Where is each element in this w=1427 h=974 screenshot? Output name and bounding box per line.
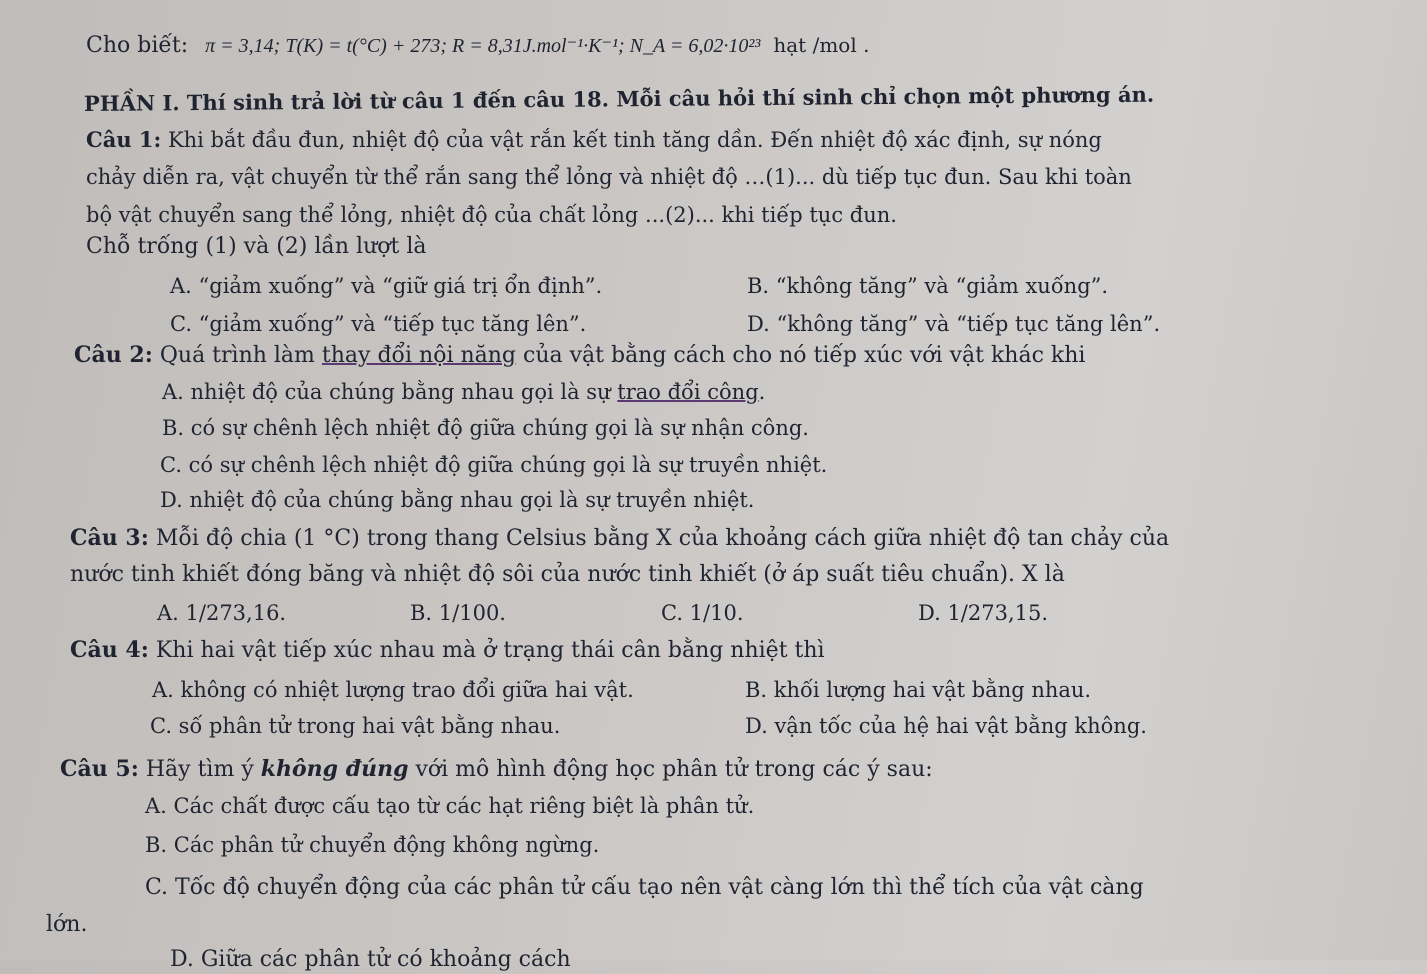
q3-option-c[interactable]: C. 1/10.	[661, 601, 744, 625]
q1-option-c[interactable]: C. “giảm xuống” và “tiếp tục tăng lên”.	[170, 312, 587, 336]
q2-stem-underlined: thay đổi nội năng	[321, 343, 517, 368]
given-unit: hạt /mol .	[773, 33, 870, 57]
given-formula: π = 3,14; T(K) = t(°C) + 273; R = 8,31J.mol⁻¹·K⁻¹; N_A = 6,02·10²³	[205, 35, 761, 57]
q4-option-c[interactable]: C. số phân tử trong hai vật bằng nhau.	[150, 714, 561, 738]
q3-option-b[interactable]: B. 1/100.	[410, 601, 506, 625]
q5-stem-before: Hãy tìm ý	[145, 757, 261, 782]
q5-option-b[interactable]: B. Các phân tử chuyển động không ngừng.	[145, 833, 600, 857]
q3-line-1	[70, 524, 1169, 553]
q5-option-d-partial	[170, 946, 571, 972]
q5-stem	[60, 755, 933, 784]
q3-label: Câu 3:	[70, 525, 149, 551]
q2-a-before: A. nhiệt độ của chúng bằng nhau gọi là sự	[162, 380, 618, 404]
q2-stem-after: của vật bằng cách cho nó tiếp xúc với vật khác khi	[516, 343, 1086, 368]
q3-option-d[interactable]: D. 1/273,15.	[918, 601, 1049, 625]
given-label: Cho biết:	[86, 33, 189, 58]
q4-option-a[interactable]: A. không có nhiệt lượng trao đổi giữa hai vật.	[152, 678, 634, 702]
q2-label: Câu 2:	[74, 342, 153, 368]
part-title: PHẦN I. Thí sinh trả lời từ câu 1 đến câu 18. Mỗi câu hỏi thí sinh chỉ chọn một phương án.	[83, 81, 1155, 116]
q1-option-a[interactable]: A. “giảm xuống” và “giữ giá trị ổn định”.	[170, 274, 603, 298]
q4-option-b[interactable]: B. khối lượng hai vật bằng nhau.	[745, 678, 1092, 702]
q2-a-underlined: trao đổi công	[617, 380, 759, 404]
q1-option-d[interactable]: D. “không tăng” và “tiếp tục tăng lên”.	[747, 312, 1161, 336]
q4-option-d[interactable]: D. vận tốc của hệ hai vật bằng không.	[745, 714, 1147, 738]
q5-stem-after: với mô hình động học phân tử trong các ý sau:	[408, 757, 933, 782]
q4-stem-text: Khi hai vật tiếp xúc nhau mà ở trạng thái cân bằng nhiệt thì	[155, 638, 825, 663]
q1-line-2: chảy diễn ra, vật chuyển từ thể rắn sang thể lỏng và nhiệt độ …(1)... dù tiếp tục đun. Sau khi toàn	[86, 165, 1132, 189]
given-constants	[86, 31, 869, 60]
q5-option-c[interactable]: C. Tốc độ chuyển động của các phân tử cấu tạo nên vật càng lớn thì thể tích của vật càng	[145, 875, 1144, 900]
q2-option-b[interactable]: B. có sự chênh lệch nhiệt độ giữa chúng gọi là sự nhận công.	[162, 416, 809, 440]
q2-stem-before: Quá trình làm	[159, 343, 322, 368]
q2-stem	[74, 341, 1085, 370]
q1-text-1: Khi bắt đầu đun, nhiệt độ của vật rắn kết tinh tăng dần. Đến nhiệt độ xác định, sự nóng	[167, 128, 1102, 152]
q1-line-3: bộ vật chuyển sang thể lỏng, nhiệt độ của chất lỏng ...(2)... khi tiếp tục đun.	[86, 203, 897, 227]
q5-option-a[interactable]: A. Các chất được cấu tạo từ các hạt riêng biệt là phân tử.	[145, 794, 755, 818]
q1-line-1	[86, 126, 1102, 154]
q3-line-2: nước tinh khiết đóng băng và nhiệt độ sôi của nước tinh khiết (ở áp suất tiêu chuẩn). X là	[70, 562, 1065, 587]
q5-label: Câu 5:	[60, 756, 139, 782]
q1-line-4: Chỗ trống (1) và (2) lần lượt là	[86, 234, 427, 259]
q3-text-1: Mỗi độ chia (1 °C) trong thang Celsius bằng X của khoảng cách giữa nhiệt độ tan chảy của	[155, 526, 1170, 551]
q2-option-d[interactable]: D. nhiệt độ của chúng bằng nhau gọi là sự truyền nhiệt.	[160, 488, 755, 512]
q2-option-a[interactable]	[162, 378, 765, 406]
q2-a-after: .	[758, 380, 766, 404]
q2-option-c[interactable]: C. có sự chênh lệch nhiệt độ giữa chúng gọi là sự truyền nhiệt.	[160, 453, 828, 477]
q5-stem-emph: không đúng	[260, 756, 409, 782]
q3-option-a[interactable]: A. 1/273,16.	[157, 601, 287, 625]
q5-option-d-text: D. Giữa các phân tử có khoảng cách	[170, 947, 571, 972]
q1-option-b[interactable]: B. “không tăng” và “giảm xuống”.	[747, 274, 1109, 298]
q5-option-c-continued: lớn.	[46, 912, 88, 937]
q4-label: Câu 4:	[70, 637, 149, 663]
q1-label: Câu 1:	[86, 127, 162, 152]
q4-stem	[70, 636, 825, 665]
